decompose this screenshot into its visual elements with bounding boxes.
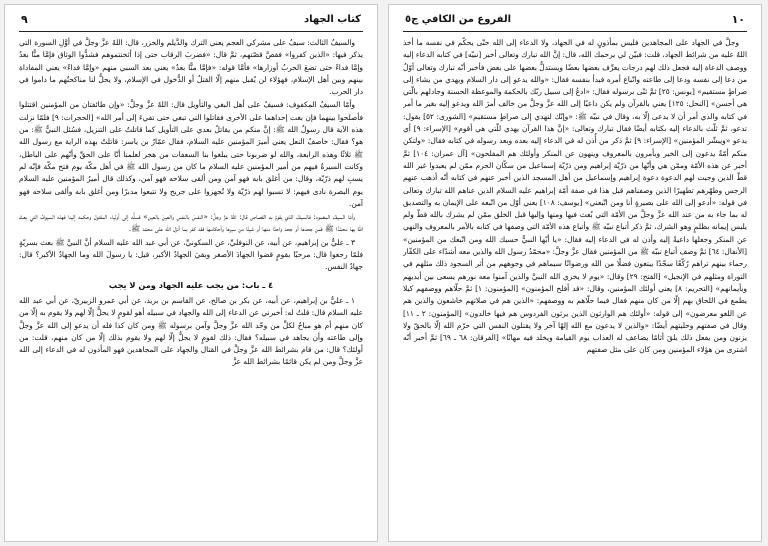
right-page-body — [403, 37, 747, 533]
right-paragraph-1: وجلَّ في الجهاد على المجاهدين فليس بمأذونٍ له في الجهاد، ولا الدعاء إلى الله حتّى يحكّم في نفسه ما أخذ اللهُ عليه من شرائط الجهاد، قلت: فبيّن لي يرحمك الله، قال: إنَّ الله تبارك وتعالى أخبر [نبيّه] في كتابه الدعاء إليه ووصف الدعاة إليه فجعل ذلك لهم درجات يعرِّف بعضها بعضًا ويستدلُّ بعضها على بعض فأخبر أنّه تبارك وتعالى أوّلُ من دعا إلى نفسه ودعا إلى طاعته واتّباع أمره فبدأ بنفسه فقال: «والله يدعو إلى دار السلام ويهدي من يشاء إلى صراطٍ مستقيم» [يونس: ٢٥] ثمَّ ثنّى برسوله فقال: «ادعُ إلى سبيل ربّك بالحكمة والموعظة الحسنة وجادلهم بالّتي هي أحسن» [النحل: ١٢٥] يعني بالقرآن ولم يكن داعيًا إلى الله عزَّ وجلَّ من خالف أمرَ الله ويدعو إليه بغير ما أمر في كتابه والذي أمر أن لا يدعى إلّا به، وقال في نبيّه ﷺ: «وإنّك لتهدي إلى صراطٍ مستقيم» [الشورى: ٥٢] يقول: تدعو، ثمَّ ثلّث بالدعاء إليه بكتابه أيضًا فقال تبارك وتعالى: «إنَّ هذا القرآن يهدي للّتي هي أقوم» [الإسراء: ٩] أي يدعو «ويبشّر المؤمنين» [الإسراء: ٩] ثمَّ ذكر من أُذن له في الدعاء إليه بعده وبعد رسوله في كتابه فقال: «ولتكن منكم أمّةٌ يدعون إلى الخير ويأمرون بالمعروف وينهون عن المنكر وأولئك هم المفلحون» [آل عمران: ١٠٤] ثمَّ أخبر عن هذه الأمّة وممّن هي وأنّها من ذرّيّة إبراهيم ومن ذرّيّة إسماعيل من سكّان الحرم ممّن لم يعبدوا غير الله قطّ الذين وجبت لهم الدعوة دعوة إبراهيم وإسماعيل من أهل المسجد الذين أخبر عنهم في كتابه أنّه أذهب عنهم الرجس وطهّرهم تطهيرًا الذين وصفناهم قبل هذا في صفة أمّة إبراهيم عليه السلام الذين عناهم الله تبارك وتعالى في قوله: «أدعو إلى الله على بصيرةٍ أنا ومن اتّبعني» [يوسف: ١٠٨] يعني أوّل من اتّبعه على الإيمان به والتصديق له بما جاء به من عند الله عزَّ وجلَّ من الأمّة التي بُعث فيها ومنها وإليها قبل الخلق ممّن لم يشرك بالله قطّ ولم يلبس إيمانه بظلمٍ وهو الشرك، ثمَّ ذكر أتباع نبيّه ﷺ وأتباع هذه الأمّة التي وصفها في كتابه بالأمر بالمعروف والنهي عن المنكر وجعلها داعيةً إليه وأذن له في الدعاء إليه فقال: «يا أيّها النبيُّ حسبك الله ومن اتّبعك من المؤمنين» [الأنفال: ٦٤] ثمَّ وصف أتباع نبيّه ﷺ من المؤمنين فقال عزَّ وجلَّ: «محمّدٌ رسول الله والذين معه أشدّاء على الكفّار رحماء بينهم تراهم رُكّعًا سجّدًا يبتغون فضلًا من الله ورضوانًا سيماهم في وجوههم من أثر السجود ذلك مثلهم في التوراة ومثلهم في الإنجيل» [الفتح: ٢٩] وقال: «يوم لا يخزي الله النبيَّ والذين آمنوا معه نورهم يسعى بين أيديهم وبأيمانهم» [التحريم: ٨] يعني أولئك المؤمنين، وقال: «قد أفلح المؤمنون» [المؤمنون: ١] ثمَّ حلّاهم ووصفهم كيلا يطمع في اللحاق بهم إلّا من كان منهم فقال فيما حلّاهم به ووصفهم: «الذين هم في صلاتهم خاشعون والذين هم عن اللغو معرضون» إلى قوله: «أولئك هم الوارثون الذين يرثون الفردوس هم فيها خالدون» [المؤمنون: ٢ ـ ١١] وقال في صفتهم وحليتهم أيضًا: «والذين لا يدعون مع الله إلهًا آخر ولا يقتلون النفس التي حرّم الله إلّا بالحقّ ولا يزنون ومن يفعل ذلك يلقَ أثامًا يضاعف له العذاب يوم القيامة ويخلد فيه مهانًا» [الفرقان: ٦٨ ـ ٦٩] ثمَّ أخبر أنّه اشترى من هؤلاء المؤمنين ومن كان على مثل صفتهم — [403, 38, 747, 355]
left-page-body — [19, 37, 363, 533]
right-header-rule — [403, 31, 747, 32]
left-paragraph-1: والسيفُ الثالث: سيفٌ على مشركي العجم يعني الترك والدَّيلم والخزر، قال: اللهُ عزَّ وجلَّ في أوَّلِ السورة التي يذكر فيها: «الذين كفروا» فقصَّ قصّتهم، ثمَّ قال: «فضربَ الرقاب حتى إذا أثخنتموهم فشدُّوا الوثاق فإمَّا منًّا بعدُ وإمَّا فداءً حتى تضعَ الحربُ أوزارها» فأمَّا قوله: «فإمَّا منًّا بعدُ» يعني بعد السبي منهم «وإمَّا فداءً» يعني المفاداة بينهم وبين أهل الإسلام، فهؤلاء لن يُقبل منهم إلّا القتلُ أو الدُّخول في الإسلام، ولا يحلُّ لنا مناكحتُهم ما داموا في دار الحرب. — [19, 38, 363, 97]
left-page-number: ٩ — [21, 13, 28, 26]
left-paragraph-5: ١ ـ عليُّ بن إبراهيم، عن أبيه، عن بكر بن صالح، عن القاسم بن بريد، عن أبي عمرو الزبيريّ، عن أبي عبد الله عليه السلام قال: قلتُ له: أخبرني عن الدعاء إلى الله والجهاد في سبيله أهو لقومٍ لا يحلُّ إلّا لهم ولا يقوم به إلّا من كان منهم أم هو مباحٌ لكلِّ من وحّد الله عزَّ وجلَّ وآمن برسوله ﷺ ومن كان كذا فله أن يدعو إلى الله عزَّ وجلَّ وإلى طاعته وأن يجاهد في سبيله؟ فقال: ذلك لقومٍ لا يحلُّ إلّا لهم ولا يقوم بذلك إلّا من كان منهم، قلت: من أولئك؟ قال: من قام بشرائط الله عزَّ وجلَّ في القتال والجهاد على المجاهدين فهو المأذون له في الدعاء إلى الله عزَّ وجلَّ ومن لم يكن قائمًا بشرائط الله عزَّ — [19, 295, 363, 367]
chapter-heading: ٤ ـ باب: من يجب عليه الجهاد ومن لا يجب — [108, 279, 274, 290]
right-running-title: الفروع من الكافي ج٥ — [405, 14, 512, 25]
left-paragraph-2: وأمّا السيفُ المكفوف: فسيفٌ على أهل البغي والتأويل قال: اللهُ عزَّ وجلَّ: «وإن طائفتان من المؤمنين اقتتلوا فأصلحوا بينهما فإن بغت إحداهما على الأخرى فقاتلوا التي تبغي حتى تفيءَ إلى أمر الله» [الحجرات: ٩] فلمّا نزلت هذه الآية قال رسولُ الله ﷺ: إنَّ منكم من يقاتلُ بعدي على التأويل كما قاتلتُ على التنزيل، فسُئل النبيُّ ﷺ: من هو؟ فقال: خاصفُ النعل يعني أميرَ المؤمنين عليه السلام، فقال عمّارُ بن ياسر: قاتلتُ بهذه الراية مع رسول الله ﷺ ثلاثًا وهذه الرابعة، والله لو ضربونا حتى يبلغوا بنا السعفات من هجر لعلمنا أنّا على الحقِّ وأنّهم على الباطل، وكانت السيرةُ فيهم من أمير المؤمنين عليه السلام ما كان من رسول الله ﷺ في أهل مكّة يوم فتح مكّة فإنّه لم يسبِ لهم ذرّيّة، وقال: من أغلق بابه فهو آمن ومن ألقى سلاحه فهو آمن، وكذلك قال أميرُ المؤمنين عليه السلام يوم البصرة نادى فيهم: لا تسبوا لهم ذرّيّة ولا تُجهزوا على جريح ولا تتبعوا مدبرًا ومن أغلق بابه وألقى سلاحه فهو آمن. — [19, 100, 363, 208]
left-paragraph-4: ٣ ـ عليُّ بن إبراهيم، عن أبيه، عن النوفليِّ، عن السكونيِّ، عن أبي عبد الله عليه السلام أنَّ النبيَّ ﷺ بعث بسريّةٍ فلمّا رجعوا قال: مرحبًا بقومٍ قضوا الجهادَ الأصغر وبقيَ الجهادُ الأكبر، قيل: يا رسولَ الله وما الجهادُ الأكبر؟ قال: جهادُ النفس. — [19, 237, 363, 272]
left-page-header — [19, 13, 363, 29]
left-page — [4, 4, 378, 542]
left-paragraph-3: وأمّا السيفُ المغمود: فالسيفُ الذي يقومُ به القصاص قال: اللهُ عزَّ وجلَّ: «النفسَ بالنفسِ والعينَ بالعين» فسلُّه إلى أولياء المقتول وحكمه إلينا فهذه السيوفُ التي بعثَ اللهُ بها محمّدًا ﷺ فمن جحدها أو جحد واحدًا منها أو شيئًا من سيرها وأحكامها فقد كفر بما أنزل الله على محمّد ﷺ. — [19, 212, 363, 234]
right-page-number: ١٠ — [731, 13, 745, 26]
right-page-header — [403, 13, 747, 29]
right-page — [388, 4, 762, 542]
left-running-title: كتاب الجهاد — [303, 14, 361, 25]
left-header-rule — [19, 31, 363, 32]
